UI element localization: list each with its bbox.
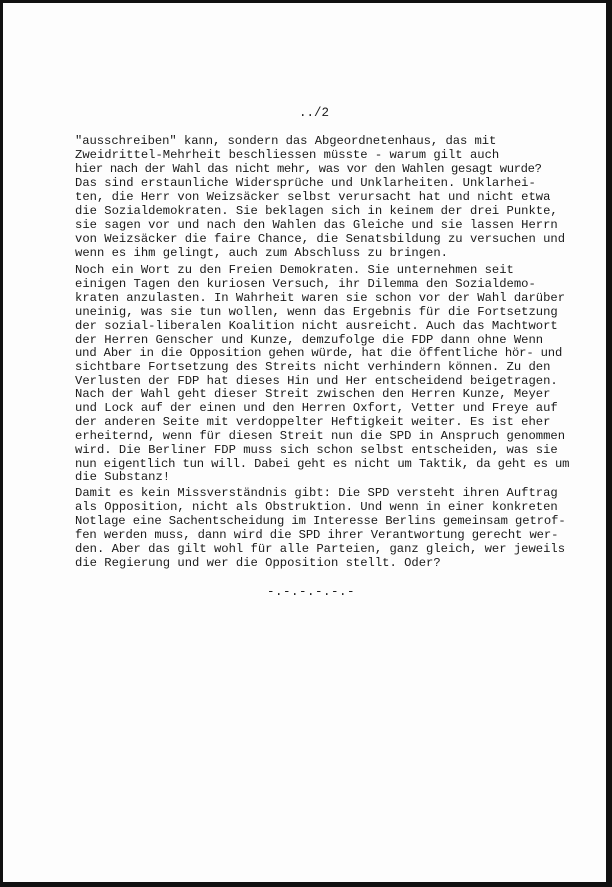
end-mark: -.-.-.-.-.-	[267, 585, 356, 599]
text-line: die Substanz!	[75, 470, 171, 485]
text-line: als Opposition, nicht als Obstruktion. Und wenn in einer konkreten	[75, 499, 558, 514]
text-line: ten, die Herr von Weizsäcker selbst verursacht hat und nicht etwa	[75, 189, 551, 204]
paragraph-5	[75, 487, 595, 570]
text-line: den. Aber das gilt wohl für alle Parteien, ganz gleich, wer jeweils	[75, 541, 566, 556]
text-line: Verlusten der FDP hat dieses Hin und Her entscheidend beigetragen.	[75, 374, 558, 389]
text-line: nun eigentlich tun will. Dabei geht es nicht um Taktik, da geht es um	[75, 456, 570, 471]
text-line: kraten anzulasten. In Wahrheit waren sie schon vor der Wahl darüber	[75, 290, 566, 305]
text-line: einigen Tagen den kuriosen Versuch, ihr Dilemma den Sozialdemo-	[75, 276, 536, 291]
text-line: Noch ein Wort zu den Freien Demokraten. Sie unternehmen seit	[75, 263, 514, 277]
text-line: erheiternd, wenn für diesen Streit nun die SPD in Anspruch genommen	[75, 428, 566, 443]
text-line: der Herren Genscher und Kunze, demzufolge die FDP dann ohne Wenn	[75, 332, 544, 347]
text-line: wenn es ihm gelingt, auch zum Abschluss zu bringen.	[75, 245, 448, 260]
text-line: sichtbare Fortsetzung des Streits nicht verhindern können. Zu den	[75, 360, 551, 375]
paragraph-2	[75, 177, 595, 260]
text-line: "ausschreiben" kann, sondern das Abgeordnetenhaus, das mit	[75, 134, 497, 148]
text-line: Damit es kein Missverständnis gibt: Die SPD versteht ihren Auftrag	[75, 486, 558, 500]
text-line: die Regierung und wer die Opposition stellt. Oder?	[75, 555, 441, 570]
text-line: uneinig, was sie tun wollen, wenn das Ergebnis für die Fortsetzung	[75, 304, 558, 319]
text-line: und Aber in die Opposition gehen würde, hat die öffentliche hör- und	[75, 346, 563, 361]
text-line: Nach der Wahl geht dieser Streit zwischen den Herren Kunze, Meyer	[75, 387, 551, 401]
text-line: der anderen Seite mit verdoppelter Heftigkeit weiter. Es ist eher	[75, 414, 551, 429]
text-line: der sozial-liberalen Koalition nicht ausreicht. Auch das Machtwort	[75, 318, 558, 333]
text-line: die Sozialdemokraten. Sie beklagen sich in keinem der drei Punkte,	[75, 203, 558, 218]
text-line: fen werden muss, dann wird die SPD ihrer Verantwortung gerecht wer-	[75, 527, 559, 542]
text-line: wird. Die Berliner FDP muss sich schon selbst entscheiden, was sie	[75, 442, 558, 457]
paragraph-3	[75, 264, 595, 389]
paragraph-4	[75, 388, 595, 485]
paragraph-1	[75, 135, 595, 177]
text-line: und Lock auf der einen und den Herren Oxfort, Vetter und Freye auf	[75, 400, 558, 415]
text-line: Zweidrittel-Mehrheit beschliessen müsste - warum gilt auch	[75, 147, 500, 162]
text-line: sie sagen vor und nach den Wahlen das Gleiche und sie lassen Herrn	[75, 217, 558, 232]
text-line: von Weizsäcker die faire Chance, die Senatsbildung zu versuchen und	[75, 231, 566, 246]
text-line: hier nach der Wahl das nicht mehr, was vor den Wahlen gesagt wurde?	[75, 161, 542, 176]
page-number: ../2	[299, 106, 330, 120]
text-line: Notlage eine Sachentscheidung im Interesse Berlins gemeinsam getrof-	[75, 513, 566, 528]
text-line: Das sind erstaunliche Widersprüche und Unklarheiten. Unklarhei-	[75, 176, 536, 190]
